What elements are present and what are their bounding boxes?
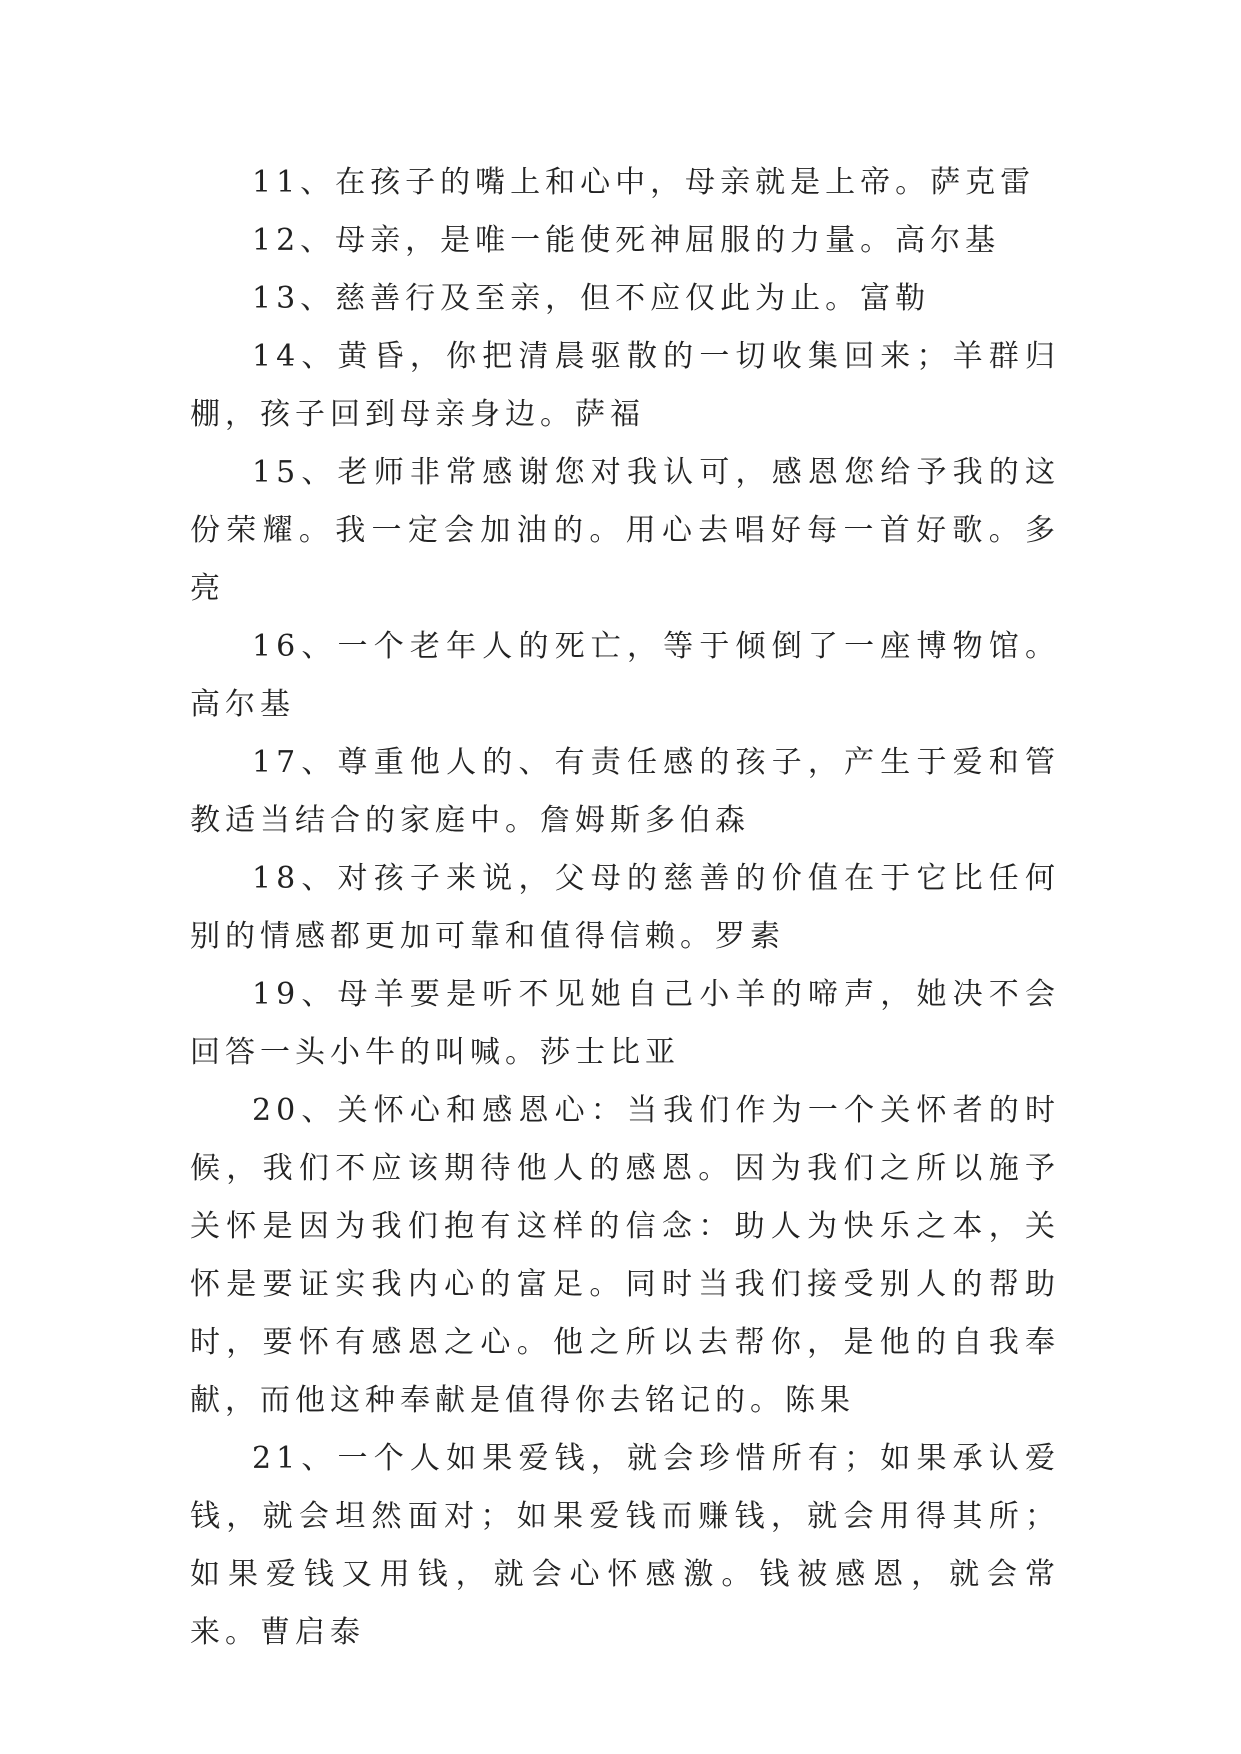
document-body xyxy=(190,154,1060,1662)
quote-paragraph-19: 19、母羊要是听不见她自己小羊的啼声，她决不会回答一头小牛的叫喊。莎士比亚 xyxy=(190,977,1060,1070)
quote-paragraph-18: 18、对孩子来说，父母的慈善的价值在于它比任何别的情感都更加可靠和值得信赖。罗素 xyxy=(190,861,1060,954)
quote-paragraph-11: 11、在孩子的嘴上和心中，母亲就是上帝。萨克雷 xyxy=(252,165,1036,200)
quote-paragraph-14: 14、黄昏，你把清晨驱散的一切收集回来；羊群归棚，孩子回到母亲身边。萨福 xyxy=(190,339,1060,432)
quote-paragraph-17: 17、尊重他人的、有责任感的孩子，产生于爱和管教适当结合的家庭中。詹姆斯多伯森 xyxy=(190,745,1060,838)
quote-paragraph-13: 13、慈善行及至亲，但不应仅此为止。富勒 xyxy=(252,281,931,316)
quote-paragraph-20: 20、关怀心和感恩心：当我们作为一个关怀者的时候，我们不应该期待他人的感恩。因为我们之所以施予关怀是因为我们抱有这样的信念：助人为快乐之本，关怀是要证实我内心的富足。同时当我们接受别人的帮助时，要怀有感恩之心。他之所以去帮你，是他的自我奉献，而他这种奉献是值得你去铭记的。陈果 xyxy=(190,1093,1060,1418)
quote-paragraph-21: 21、一个人如果爱钱，就会珍惜所有；如果承认爱钱，就会坦然面对；如果爱钱而赚钱，就会用得其所；如果爱钱又用钱，就会心怀感激。钱被感恩，就会常来。曹启泰 xyxy=(190,1441,1060,1650)
quote-paragraph-12: 12、母亲，是唯一能使死神屈服的力量。高尔基 xyxy=(252,223,1001,258)
quote-paragraph-16: 16、一个老年人的死亡，等于倾倒了一座博物馆。高尔基 xyxy=(190,629,1060,722)
quote-paragraph-15: 15、老师非常感谢您对我认可，感恩您给予我的这份荣耀。我一定会加油的。用心去唱好每一首好歌。多亮 xyxy=(190,455,1060,606)
